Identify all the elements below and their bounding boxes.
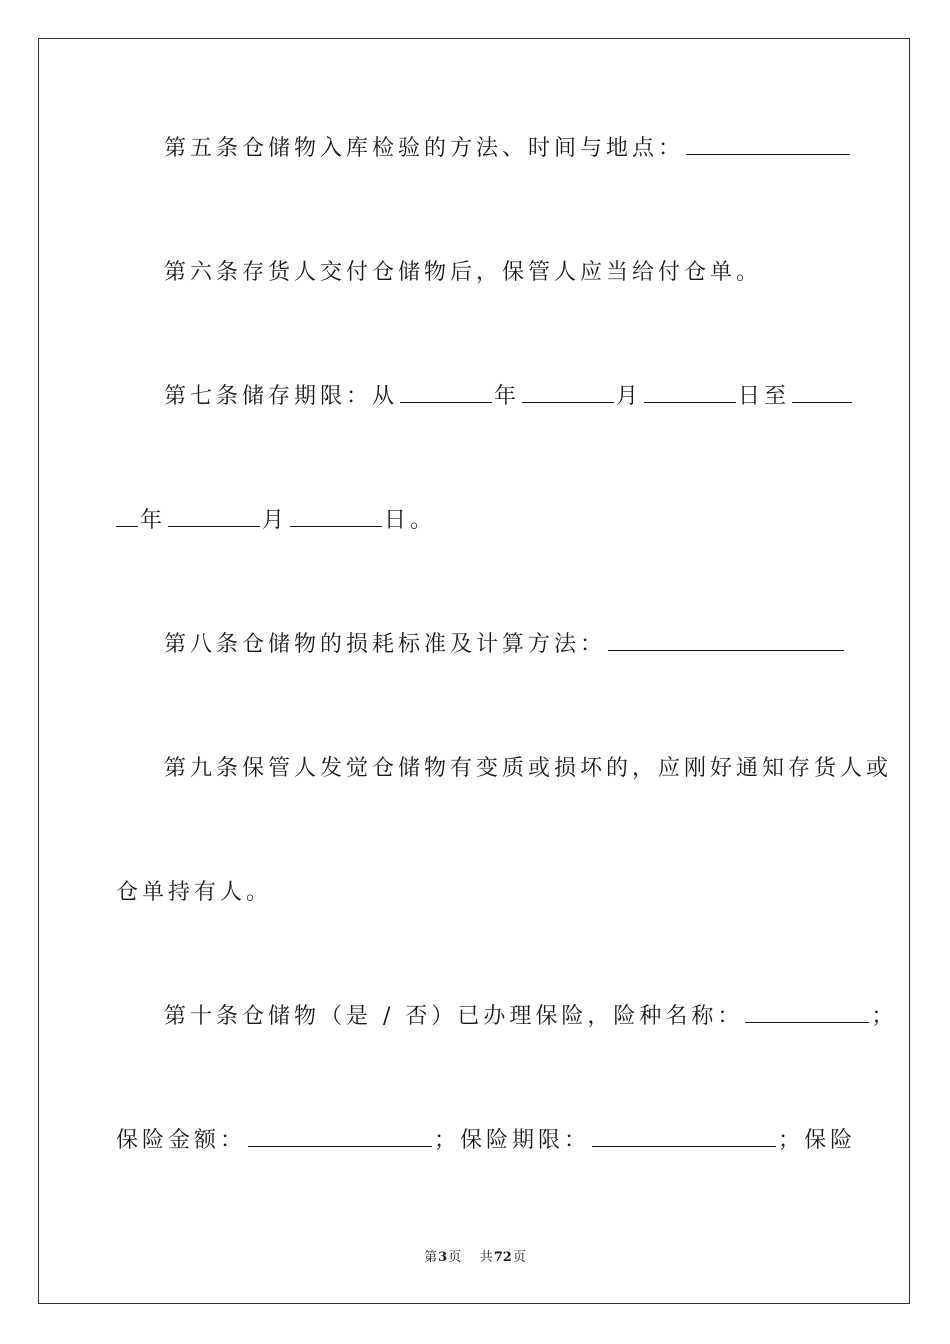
article-6 — [164, 258, 762, 288]
blank-end-month[interactable] — [168, 506, 260, 527]
article-6-text: 第六条存货人交付仓储物后，保管人应当给付仓单。 — [164, 260, 763, 285]
blank-end-day[interactable] — [290, 506, 382, 527]
day-to-label: 日至 — [738, 384, 791, 409]
footer-total-prefix: 共 — [479, 1250, 493, 1265]
insurance-amount-label: 保险金额： — [116, 1128, 247, 1153]
blank-loss-standard[interactable] — [608, 630, 844, 651]
footer-total-suffix: 页 — [512, 1250, 526, 1265]
article-5-text: 第五条仓储物入库检验的方法、时间与地点： — [164, 136, 685, 161]
blank-insurance-amount[interactable] — [248, 1126, 432, 1147]
article-9-cont — [116, 878, 272, 908]
article-10-end: ； — [871, 1004, 898, 1029]
footer-page-suffix: 页 — [448, 1250, 462, 1265]
article-10 — [164, 1002, 897, 1032]
end-month-label: 月 — [262, 508, 289, 533]
separator-2: ； — [778, 1128, 805, 1153]
separator-1: ； — [434, 1128, 461, 1153]
blank-insurance-period[interactable] — [592, 1126, 776, 1147]
blank-field[interactable] — [686, 134, 850, 155]
article-9-cont-text: 仓单持有人。 — [116, 880, 273, 905]
article-9 — [164, 754, 892, 784]
page-border — [38, 38, 910, 1304]
end-year-label: 年 — [140, 508, 167, 533]
article-8 — [164, 630, 846, 660]
blank-start-year[interactable] — [400, 382, 492, 403]
footer-page-number: 3 — [438, 1250, 448, 1265]
article-10-text: 第十条仓储物（是 / 否）已办理保险，险种名称： — [164, 1004, 744, 1029]
article-5 — [164, 134, 852, 164]
insurance-tail-text: 保险 — [804, 1128, 857, 1153]
blank-start-month[interactable] — [522, 382, 614, 403]
article-7 — [164, 382, 854, 412]
blank-end-year-part1[interactable] — [792, 382, 852, 403]
month-label: 月 — [616, 384, 643, 409]
article-7-lead: 第七条储存期限：从 — [164, 384, 399, 409]
year-label: 年 — [494, 384, 521, 409]
blank-end-year-part2[interactable] — [116, 506, 138, 527]
footer-prefix: 第 — [424, 1250, 438, 1265]
article-9-text: 第九条保管人发觉仓储物有变质或损坏的，应刚好通知存货人或 — [164, 756, 893, 781]
page-footer — [0, 1246, 950, 1265]
end-day-label: 日。 — [384, 508, 437, 533]
article-10-cont — [116, 1126, 856, 1156]
footer-total-pages: 72 — [493, 1250, 512, 1265]
article-7-cont — [116, 506, 436, 536]
insurance-period-label: 保险期限： — [460, 1128, 591, 1153]
blank-insurance-type[interactable] — [745, 1002, 869, 1023]
blank-start-day[interactable] — [644, 382, 736, 403]
article-8-text: 第八条仓储物的损耗标准及计算方法： — [164, 632, 607, 657]
